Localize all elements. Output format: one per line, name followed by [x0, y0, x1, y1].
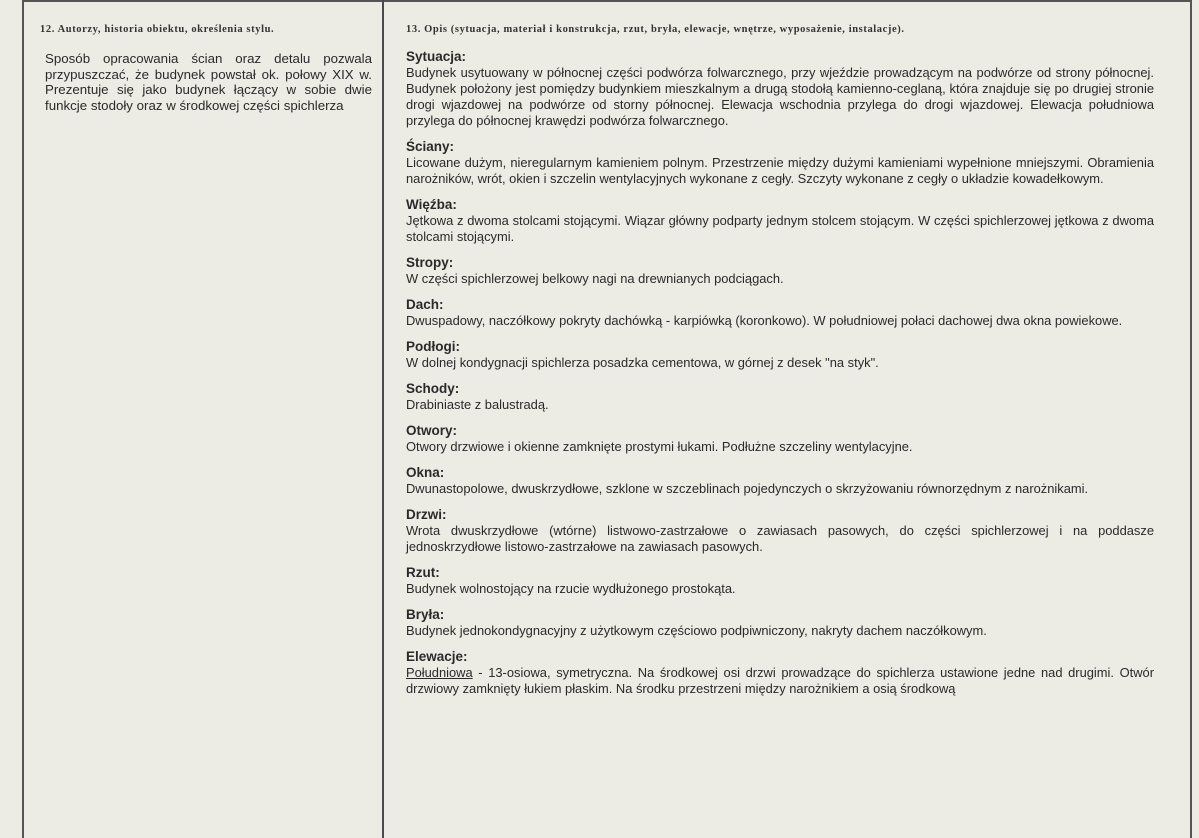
- section-title: Bryła:: [406, 607, 445, 622]
- elevation-text: - 13-osiowa, symetryczna. Na środkowej osi drzwi prowadzące do spichlerza ustawione jedne nad drugimi. Otwór drzwiowy zamknięty łukiem płaskim. Na środku przestrzeni między narożnikiem a osią środkową: [406, 665, 1154, 696]
- section-title: Okna:: [406, 465, 445, 480]
- section-sytuacja: [406, 49, 1154, 129]
- section-okna: [406, 465, 1154, 497]
- section-title: Ściany:: [406, 139, 455, 154]
- section-podlogi: [406, 339, 1154, 371]
- section-text: Dwuspadowy, naczółkowy pokryty dachówką - karpiówką (koronkowo). W południowej połaci dachowej dwa okna powiekowe.: [406, 313, 1123, 328]
- section-otwory: [406, 423, 1154, 455]
- section-title: Podłogi:: [406, 339, 460, 354]
- section-wiezba: [406, 197, 1154, 245]
- section-text: Budynek usytuowany w północnej części podwórza folwarcznego, przy wjeździe prowadzącym na podwórze od strony północnej. Budynek położony jest pomiędzy budynkiem mieszkalnym a drugą stodołą kamienno-ceglaną, która znajduje się po drugiej stronie drogi wjazdowej na podwórze od storny północnej. Elewacja wschodnia przylega do drogi wjazdowej. Elewacja południowa przylega do północnej krawędzi podwórza folwarcznego.: [406, 65, 1154, 128]
- section-title: Stropy:: [406, 255, 454, 270]
- section-text: Otwory drzwiowe i okienne zamknięte prostymi łukami. Podłużne szczeliny wentylacyjne.: [406, 439, 913, 454]
- section-dach: [406, 297, 1154, 329]
- section-12-text: Sposób opracowania ścian oraz detalu pozwala przypuszczać, że budynek powstał ok. połowy XIX w. Prezentuje się jako budynek łączący w sobie dwie funkcje stodoły oraz w środkowej części spichlerza: [45, 51, 372, 113]
- section-text: Budynek jednokondygnacyjny z użytkowym częściowo podpiwniczony, nakryty dachem naczółkowym.: [406, 623, 987, 638]
- section-text: Drabiniaste z balustradą.: [406, 397, 549, 412]
- section-text: Licowane dużym, nieregularnym kamieniem polnym. Przestrzenie między dużymi kamieniami wypełnione mniejszymi. Obramienia narożników, wrót, okien i szczelin wentylacyjnych wykonane z cegły. Szczyty wykonane z cegły o układzie kowadełkowym.: [406, 155, 1154, 186]
- left-column: [40, 24, 372, 113]
- section-12-heading: 12. Autorzy, historia obiektu, określenia stylu.: [40, 24, 275, 35]
- elevation-label: Południowa: [406, 665, 473, 680]
- section-title: Rzut:: [406, 565, 440, 580]
- section-text: W dolnej kondygnacji spichlerza posadzka cementowa, w górnej z desek "na styk".: [406, 355, 879, 370]
- section-title: Drzwi:: [406, 507, 447, 522]
- page-border-left: [22, 0, 24, 838]
- section-13-heading: 13. Opis (sytuacja, materiał i konstrukcja, rzut, bryła, elewacje, wnętrze, wyposażenie, instalacje).: [406, 24, 905, 35]
- page-border-top: [22, 0, 1192, 2]
- section-title: Schody:: [406, 381, 460, 396]
- section-schody: [406, 381, 1154, 413]
- section-title: Sytuacja:: [406, 49, 467, 64]
- section-elewacje: [406, 649, 1154, 697]
- section-bryla: [406, 607, 1154, 639]
- right-column: [406, 24, 1154, 707]
- page-border-right: [1190, 0, 1192, 838]
- section-text: Wrota dwuskrzydłowe (wtórne) listwowo-zastrzałowe o zawiasach pasowych, do części spichlerzowej i na poddasze jednoskrzydłowe listowo-zastrzałowe na zawiasach pasowych.: [406, 523, 1154, 554]
- section-title: Więźba:: [406, 197, 457, 212]
- section-title: Dach:: [406, 297, 444, 312]
- column-divider: [382, 0, 384, 838]
- section-sciany: [406, 139, 1154, 187]
- section-title: Otwory:: [406, 423, 458, 438]
- section-drzwi: [406, 507, 1154, 555]
- section-stropy: [406, 255, 1154, 287]
- section-rzut: [406, 565, 1154, 597]
- section-text: W części spichlerzowej belkowy nagi na drewnianych podciągach.: [406, 271, 784, 286]
- section-text: Dwunastopolowe, dwuskrzydłowe, szklone w szczeblinach pojedynczych o skrzyżowaniu równorzędnym z narożnikami.: [406, 481, 1089, 496]
- section-text: Budynek wolnostojący na rzucie wydłużonego prostokąta.: [406, 581, 736, 596]
- section-title: Elewacje:: [406, 649, 468, 664]
- section-text: [406, 665, 1154, 697]
- section-text: Jętkowa z dwoma stolcami stojącymi. Wiązar główny podparty jednym stolcem stojącym. W części spichlerzowej jętkowa z dwoma stolcami stojącymi.: [406, 213, 1154, 244]
